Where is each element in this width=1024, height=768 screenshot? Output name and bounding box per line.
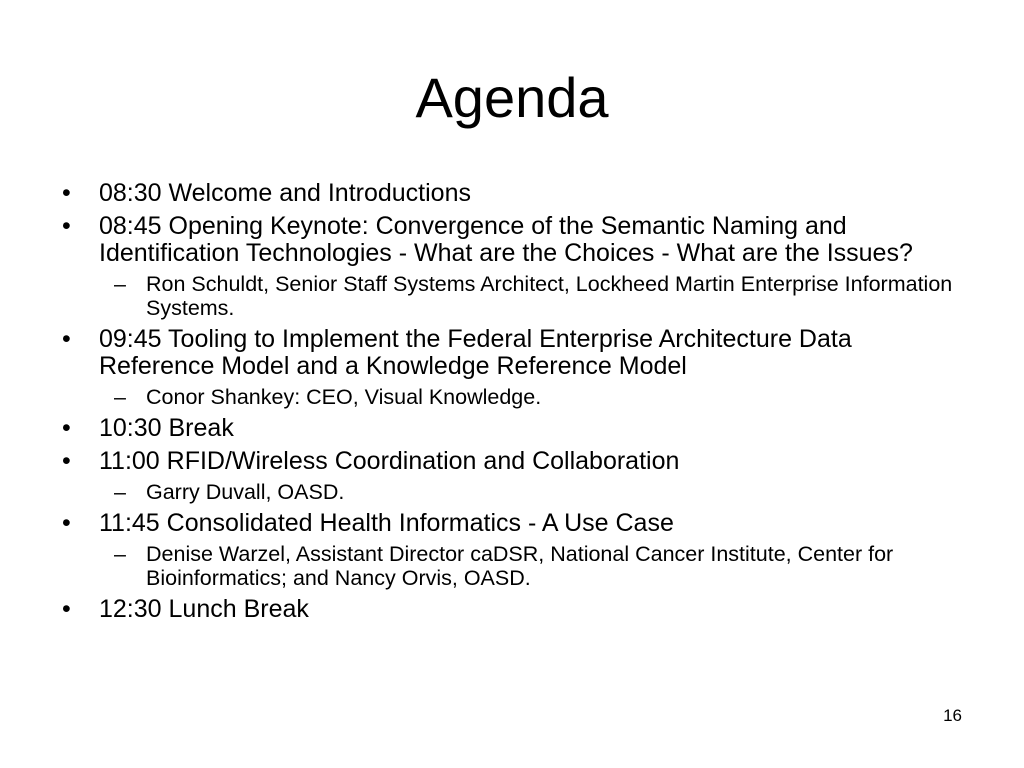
bullet-icon: • [62, 595, 71, 623]
agenda-item [62, 448, 962, 475]
agenda-subitem [62, 542, 962, 590]
agenda-item-text: 11:00 RFID/Wireless Coordination and Collaboration [99, 447, 680, 475]
slide-title: Agenda [415, 66, 609, 129]
agenda-subitem-text: Garry Duvall, OASD. [146, 480, 345, 504]
dash-icon: – [114, 272, 126, 296]
bullet-icon: • [62, 212, 71, 240]
bullet-icon: • [62, 325, 71, 353]
agenda-item [62, 415, 962, 442]
bullet-icon: • [62, 447, 71, 475]
agenda-subitem-text: Conor Shankey: CEO, Visual Knowledge. [146, 385, 542, 409]
agenda-subitem [62, 385, 962, 409]
agenda-item-text: 10:30 Break [99, 414, 234, 442]
dash-icon: – [114, 542, 126, 566]
bullet-icon: • [62, 179, 71, 207]
bullet-icon: • [62, 414, 71, 442]
agenda-item [62, 326, 962, 380]
agenda-list [62, 180, 962, 629]
agenda-item-text: 12:30 Lunch Break [99, 595, 309, 623]
agenda-item-text: 09:45 Tooling to Implement the Federal Enterprise Architecture Data Reference Model and a Knowledge Reference Model [99, 325, 852, 380]
page-number: 16 [943, 706, 962, 725]
agenda-subitem-text: Ron Schuldt, Senior Staff Systems Architect, Lockheed Martin Enterprise Information Systems. [146, 272, 953, 320]
agenda-item [62, 213, 962, 267]
agenda-subitem [62, 480, 962, 504]
agenda-item-text: 11:45 Consolidated Health Informatics - A Use Case [99, 509, 674, 537]
agenda-subitem-text: Denise Warzel, Assistant Director caDSR, National Cancer Institute, Center for Bioinformatics; and Nancy Orvis, OASD. [146, 542, 894, 590]
bullet-icon: • [62, 509, 71, 537]
dash-icon: – [114, 385, 126, 409]
dash-icon: – [114, 480, 126, 504]
agenda-item-text: 08:45 Opening Keynote: Convergence of the Semantic Naming and Identification Technologies - What are the Choices - What are the Issues? [99, 212, 913, 267]
agenda-item [62, 596, 962, 623]
agenda-item [62, 510, 962, 537]
agenda-item [62, 180, 962, 207]
agenda-subitem [62, 272, 962, 320]
agenda-item-text: 08:30 Welcome and Introductions [99, 179, 471, 207]
